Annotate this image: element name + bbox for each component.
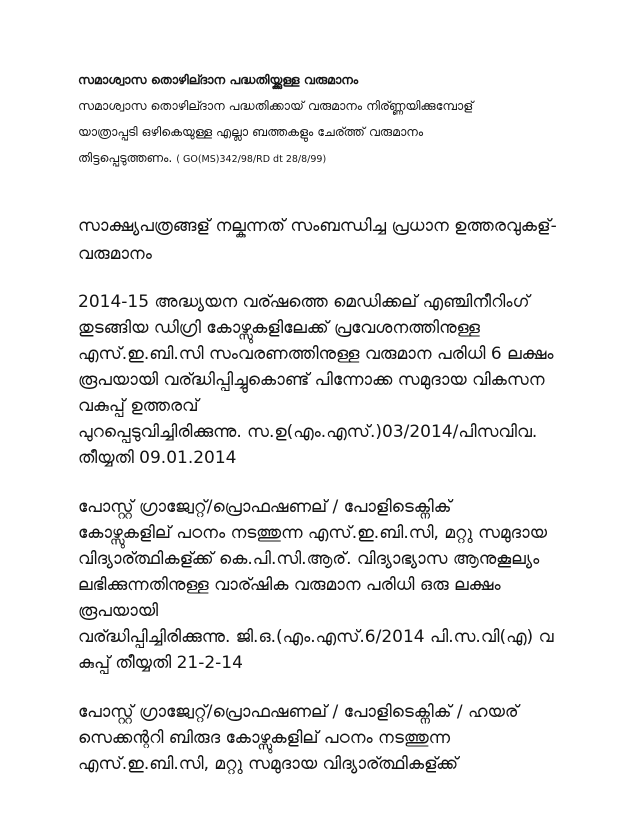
paragraph-line: വര്ദ്ധിപ്പിച്ചിരിക്കുന്നു. ജി.ഒ.(എം.എസ്.6/2014 പി.സ.വി(എ) വ	[78, 627, 554, 647]
paragraph-line: സമാശ്വാസ തൊഴില്ദാന പദ്ധതിക്കായ് വരുമാനം നിര്ണ്ണയിക്കുമ്പോള്	[78, 98, 474, 113]
paragraph-line: സെക്കന്ററി ബിരുദ കോഴ്സുകളില് പഠനം നടത്തുന്ന	[78, 728, 451, 748]
paragraph-line: പുറപ്പെടുവിച്ചിരിക്കുന്നു. സ.ഉ(എം.എസ്.)03/2014/പിസവിവ.	[78, 422, 538, 442]
paragraph-line: തുടങ്ങിയ ഡിഗ്രി കോഴ്സുകളിലേക്ക് പ്രവേശനത്തിനുള്ള	[78, 318, 480, 338]
paragraph-line	[78, 150, 326, 166]
government-order-reference: ( GO(MS)342/98/RD dt 28/8/99)	[176, 154, 327, 165]
paragraph-line: കോഴ്സുകളില് പഠനം നടത്തുന്ന എസ്.ഇ.ബി.സി, മറ്റു സമുദായ	[78, 523, 548, 543]
paragraph-line: തീയ്യതി 09.01.2014	[78, 448, 237, 468]
paragraph-line: രൂപയായി	[78, 601, 159, 621]
paragraph-line: വകുപ്പ് ഉത്തരവ്	[78, 396, 199, 416]
paragraph-line: യാത്രാപ്പടി ഒഴികെയുള്ള എല്ലാ ബത്തകളും ചേര്ത്ത് വരുമാനം	[78, 124, 424, 139]
paragraph-line: പോസ്റ്റ് ഗ്രാജ്വേറ്റ്/പ്രൊഫഷണല് / പോളിടെക്നിക് / ഹയര്	[78, 702, 519, 722]
paragraph-line: രൂപയായി വര്ദ്ധിപ്പിച്ചുകൊണ്ട് പിന്നോക്ക സമുദായ വികസന	[78, 370, 545, 390]
section-title-line: സാക്ഷ്യപത്രങ്ങള് നല്കുന്നത് സംബന്ധിച്ച പ്രധാന ഉത്തരവുകള്-	[78, 216, 557, 236]
section-heading: സമാശ്വാസ തൊഴില്ദാന പദ്ധതിയ്ക്കുള്ള വരുമാനം	[78, 72, 359, 87]
paragraph-text: തിട്ടപ്പെടുത്തണം.	[78, 150, 173, 165]
paragraph-line: 2014-15 അദ്ധ്യയന വര്ഷത്തെ മെഡിക്കല് എഞ്ചിനീറിംഗ്	[78, 292, 530, 312]
paragraph-line: വിദ്യാര്ത്ഥികള്ക്ക് കെ.പി.സി.ആര്. വിദ്യാഭ്യാസ ആനുകൂല്യം	[78, 549, 540, 569]
section-title-line: വരുമാനം	[78, 244, 152, 264]
paragraph-line: എസ്.ഇ.ബി.സി സംവരണത്തിനുള്ള വരുമാന പരിധി 6 ലക്ഷം	[78, 344, 554, 364]
paragraph-line: ലഭിക്കുന്നതിനുള്ള വാര്ഷിക വരുമാന പരിധി ഒരു ലക്ഷം	[78, 575, 501, 595]
paragraph-line: പോസ്റ്റ് ഗ്രാജ്വേറ്റ്/പ്രൊഫഷണല് / പോളിടെക്നിക്	[78, 497, 452, 517]
paragraph-line: കുപ്പ് തീയ്യതി 21-2-14	[78, 653, 243, 673]
paragraph-line: എസ്.ഇ.ബി.സി, മറ്റു സമുദായ വിദ്യാര്ത്ഥികള്ക്ക്	[78, 754, 459, 774]
